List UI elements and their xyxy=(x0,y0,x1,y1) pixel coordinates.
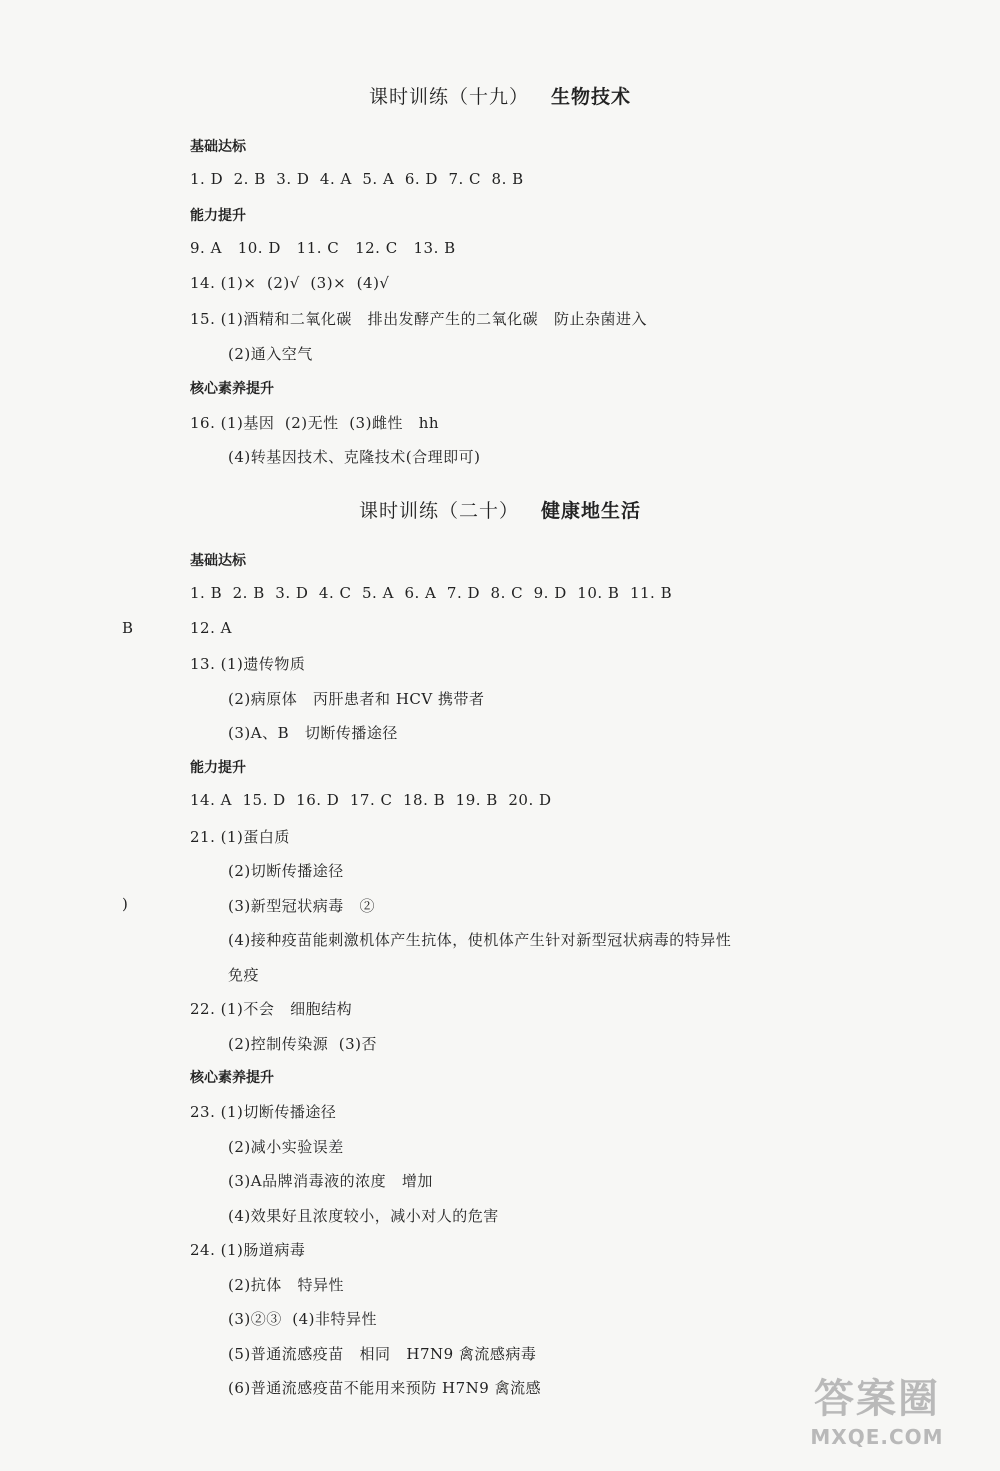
answer-line: (4)接种疫苗能刺激机体产生抗体，使机体产生针对新型冠状病毒的特异性 xyxy=(228,931,732,949)
answer-line: (3)A、B 切断传播途径 xyxy=(228,724,398,742)
answer-line: (4)效果好且浓度较小，减小对人的危害 xyxy=(228,1207,499,1225)
section1-basic-heading: 基础达标 xyxy=(190,139,246,155)
section1-ability-heading: 能力提升 xyxy=(190,208,246,224)
answer-line: (6)普通流感疫苗不能用来预防 H7N9 禽流感 xyxy=(228,1379,542,1397)
section2-core-heading: 核心素养提升 xyxy=(190,1070,274,1086)
answer-line: (2)控制传染源 (3)否 xyxy=(228,1035,378,1053)
answer-line: (2)通入空气 xyxy=(228,345,313,363)
answer-line: (5)普通流感疫苗 相同 H7N9 禽流感病毒 xyxy=(228,1345,537,1363)
section2-topic: 健康地生活 xyxy=(541,500,642,522)
section2-title xyxy=(0,496,1000,523)
answer-line: (2)抗体 特异性 xyxy=(228,1276,345,1294)
section1-core-heading: 核心素养提升 xyxy=(190,381,274,397)
section1-title xyxy=(0,82,1000,109)
answer-line: (2)减小实验误差 xyxy=(228,1138,344,1156)
answer-line: 免疫 xyxy=(228,966,260,984)
watermark-url: MXQE.COM xyxy=(810,1425,944,1449)
answer-line: (3)A品牌消毒液的浓度 增加 xyxy=(228,1172,433,1190)
answer-line: 12. A xyxy=(190,619,232,637)
answer-line: 21. (1)蛋白质 xyxy=(190,828,290,846)
answer-line: 22. (1)不会 细胞结构 xyxy=(190,1000,353,1018)
answer-line: (4)转基因技术、克隆技术(合理即可) xyxy=(228,448,481,466)
answer-line: 16. (1)基因 (2)无性 (3)雌性 hh xyxy=(190,414,440,432)
section2-basic-heading: 基础达标 xyxy=(190,553,246,569)
answer-line: 13. (1)遗传物质 xyxy=(190,655,306,673)
answer-line: 1. D 2. B 3. D 4. A 5. A 6. D 7. C 8. B xyxy=(190,170,524,188)
watermark-logo xyxy=(782,1373,972,1463)
section1-title-text: 课时训练（十九） xyxy=(368,86,529,108)
answer-line: 1. B 2. B 3. D 4. C 5. A 6. A 7. D 8. C 9. D 10. B 11. B xyxy=(190,584,673,602)
answer-line: (2)切断传播途径 xyxy=(228,862,344,880)
answer-line: 15. (1)酒精和二氧化碳 排出发酵产生的二氧化碳 防止杂菌进入 xyxy=(190,310,647,328)
answer-line: 9. A 10. D 11. C 12. C 13. B xyxy=(190,239,456,257)
section1-topic: 生物技术 xyxy=(551,86,632,108)
answer-line: 14. A 15. D 16. D 17. C 18. B 19. B 20. D xyxy=(190,791,552,809)
answer-line: (3)新型冠状病毒 ② xyxy=(228,897,376,915)
answer-line: (3)②③ (4)非特异性 xyxy=(228,1310,378,1328)
answer-line: 14. (1)× (2)√ (3)× (4)√ xyxy=(190,274,390,292)
answer-line: (2)病原体 丙肝患者和 HCV 携带者 xyxy=(228,690,485,708)
stray-letter: B xyxy=(122,619,134,637)
section2-title-text: 课时训练（二十） xyxy=(358,500,519,522)
answer-line: 23. (1)切断传播途径 xyxy=(190,1103,337,1121)
section2-ability-heading: 能力提升 xyxy=(190,760,246,776)
answer-line: 24. (1)肠道病毒 xyxy=(190,1241,306,1259)
stray-paren: ) xyxy=(122,895,128,913)
watermark-big-text: 答案圈 xyxy=(814,1376,940,1422)
